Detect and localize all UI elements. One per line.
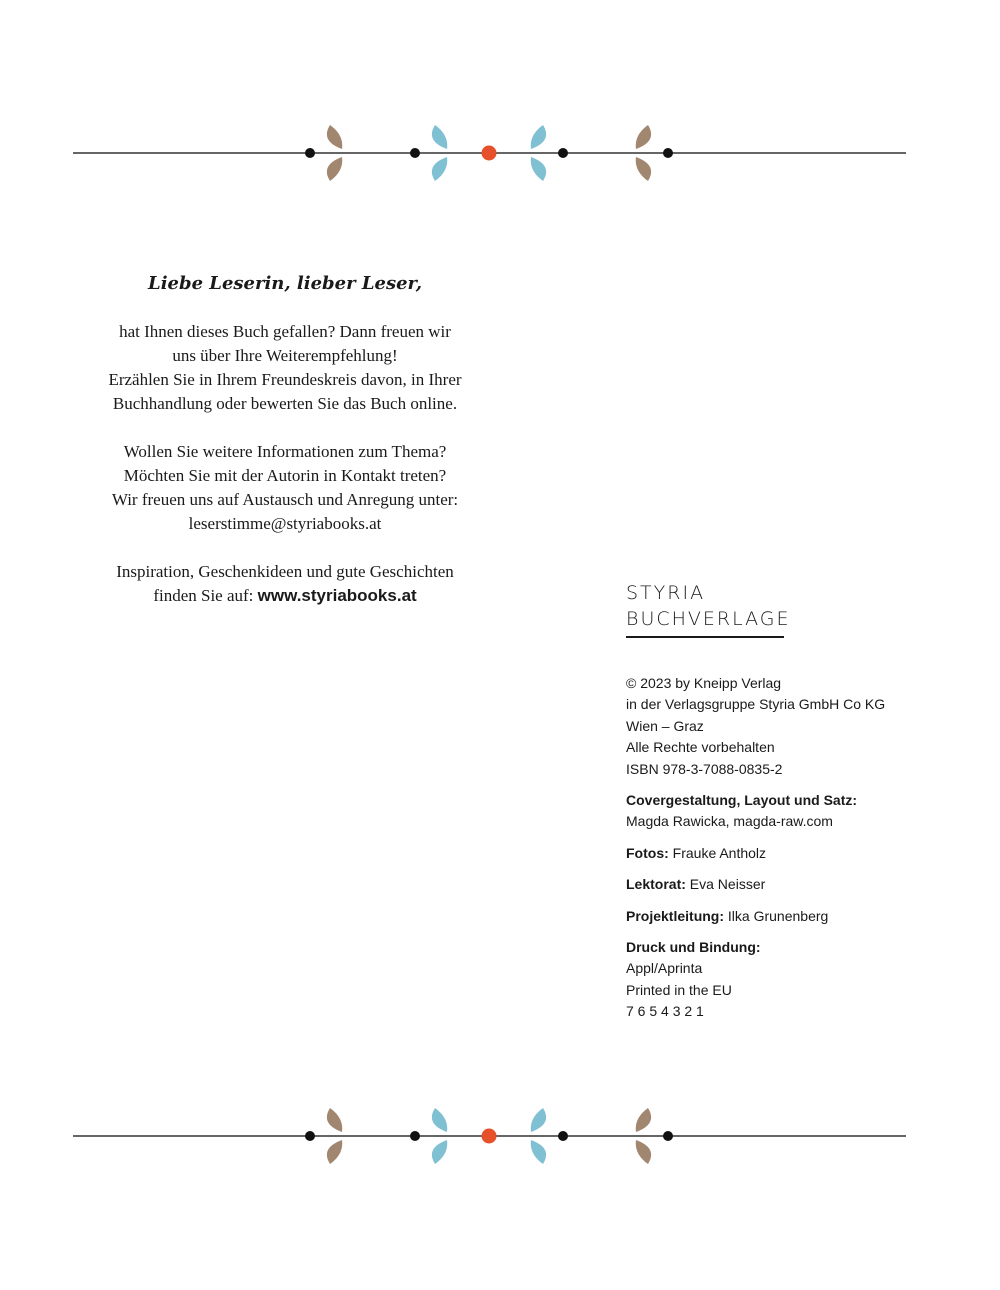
website-link[interactable]: www.styriabooks.at <box>257 586 417 605</box>
cover-credit-value: Magda Rawicka, magda-raw.com <box>626 813 833 830</box>
print-credit-line: Printed in the EU <box>626 981 732 998</box>
imprint-publisher <box>626 673 966 780</box>
letter-paragraph-recommend <box>70 320 500 416</box>
leaf-icon <box>432 1140 447 1164</box>
leaf-icon <box>327 157 342 181</box>
leaf-icon <box>432 1108 447 1132</box>
imprint-project-credit <box>626 906 966 927</box>
imprint-cover-credit <box>626 790 966 833</box>
letter-greeting: Liebe Leserin, lieber Leser, <box>148 273 422 294</box>
contact-email-link[interactable]: leserstimme@styriabooks.at <box>188 514 382 533</box>
logo-underline <box>626 636 784 638</box>
dot-icon <box>663 1131 673 1141</box>
letter-line: Möchten Sie mit der Autorin in Kontakt treten? <box>123 466 447 485</box>
isbn: ISBN 978-3-7088-0835-2 <box>626 760 783 777</box>
imprint-line: Wien – Graz <box>626 717 704 734</box>
imprint-editing-credit <box>626 874 966 895</box>
center-dot-icon <box>482 1129 497 1144</box>
leaf-icon <box>432 125 447 149</box>
imprint-print-credit <box>626 937 966 1023</box>
leaf-icon <box>432 157 447 181</box>
print-credit-label: Druck und Bindung: <box>626 939 761 956</box>
project-credit-label: Projektleitung: <box>626 907 725 924</box>
leaf-icon <box>636 125 651 149</box>
logo-line-styria: STYRIA <box>626 582 706 604</box>
leaf-icon <box>531 1140 546 1164</box>
dot-icon <box>410 1131 420 1141</box>
print-credit-line: Appl/Aprinta <box>626 960 703 977</box>
letter-line <box>70 584 500 608</box>
editing-credit-value: Eva Neisser <box>689 876 766 893</box>
letter-paragraph-contact <box>70 440 500 536</box>
dot-icon <box>558 148 568 158</box>
dot-icon <box>410 148 420 158</box>
photos-credit-value: Frauke Antholz <box>672 844 767 861</box>
leaf-icon <box>531 125 546 149</box>
leaf-icon <box>636 1108 651 1132</box>
letter-paragraph-website <box>70 560 500 608</box>
imprint-line: Alle Rechte vorbehalten <box>626 739 775 756</box>
dot-icon <box>305 148 315 158</box>
styria-logo <box>626 580 791 638</box>
leaf-icon <box>531 1108 546 1132</box>
imprint-line: © 2023 by Kneipp Verlag <box>626 675 782 691</box>
letter-line: Buchhandlung oder bewerten Sie das Buch online. <box>112 394 458 413</box>
dot-icon <box>663 148 673 158</box>
imprint-line: in der Verlagsgruppe Styria GmbH Co KG <box>626 696 886 713</box>
reader-letter <box>70 272 500 632</box>
center-dot-icon <box>482 146 497 161</box>
photos-credit-label: Fotos: <box>626 844 669 861</box>
cover-credit-label: Covergestaltung, Layout und Satz: <box>626 792 858 809</box>
letter-line: Wollen Sie weitere Informationen zum Thema? <box>123 442 447 461</box>
leaf-icon <box>531 157 546 181</box>
editing-credit-label: Lektorat: <box>626 876 686 893</box>
imprint-block <box>626 673 966 1033</box>
dot-icon <box>305 1131 315 1141</box>
print-run-numbers: 7 6 5 4 3 2 1 <box>626 1003 704 1020</box>
leaf-icon <box>327 1140 342 1164</box>
leaf-icon <box>636 1140 651 1164</box>
top-ornament-divider <box>0 118 1000 188</box>
letter-line: Wir freuen uns auf Austausch und Anregung unter: <box>111 490 459 509</box>
dot-icon <box>558 1131 568 1141</box>
letter-line: Inspiration, Geschenkideen und gute Geschichten <box>116 562 454 581</box>
leaf-icon <box>636 157 651 181</box>
leaf-icon <box>327 1108 342 1132</box>
letter-line: hat Ihnen dieses Buch gefallen? Dann freuen wir <box>119 322 451 341</box>
bottom-ornament-divider <box>0 1101 1000 1171</box>
letter-line: Erzählen Sie in Ihrem Freundeskreis davon, in Ihrer <box>108 370 462 389</box>
website-prefix: finden Sie auf: <box>153 586 258 605</box>
project-credit-value: Ilka Grunenberg <box>727 907 829 924</box>
imprint-photos-credit <box>626 843 966 864</box>
leaf-icon <box>327 125 342 149</box>
letter-line: uns über Ihre Weiterempfehlung! <box>172 346 398 365</box>
logo-line-buchverlage: BUCHVERLAGE <box>626 608 791 630</box>
